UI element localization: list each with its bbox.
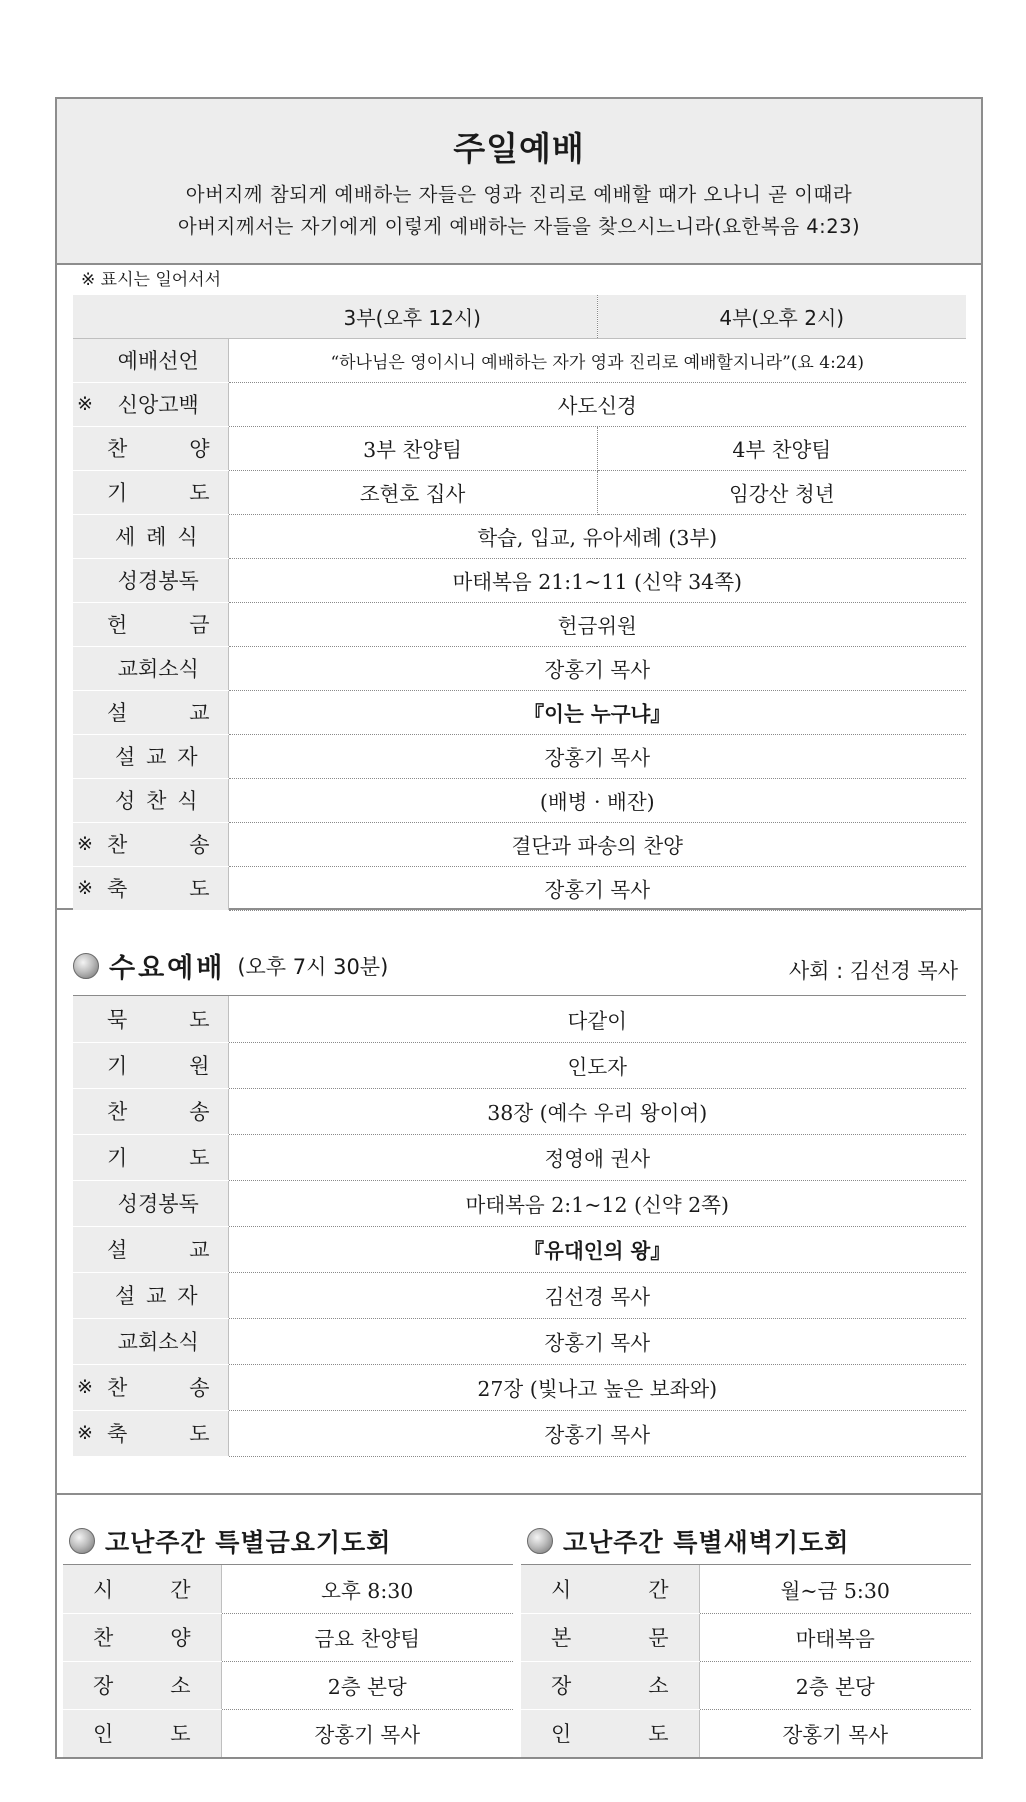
row-label-cell bbox=[521, 1613, 699, 1661]
row-value: 『이는 누구냐』 bbox=[228, 690, 966, 734]
table-row bbox=[63, 1709, 513, 1757]
label-char: 기 bbox=[107, 1146, 128, 1170]
row-label-text bbox=[107, 1280, 228, 1310]
row-label-text bbox=[63, 1574, 221, 1604]
table-row bbox=[73, 734, 966, 778]
row-value: 금요 찬양팀 bbox=[221, 1613, 513, 1661]
value-3bu: 조현호 집사 bbox=[228, 470, 597, 514]
column-4bu: 4부(오후 2시) bbox=[597, 295, 966, 338]
table-row bbox=[73, 822, 966, 866]
row-label-text bbox=[63, 1622, 221, 1652]
label-char: 간 bbox=[170, 1577, 191, 1602]
row-label-cell bbox=[73, 734, 228, 778]
row-value: 헌금위원 bbox=[228, 602, 966, 646]
verse-line-1: 아버지께 참되게 예배하는 자들은 영과 진리로 예배할 때가 오나니 곧 이때라 bbox=[185, 183, 853, 206]
row-value: 2층 본당 bbox=[221, 1661, 513, 1709]
standing-mark: ※ bbox=[77, 1422, 93, 1444]
wednesday-program bbox=[57, 910, 981, 1495]
row-value: “하나님은 영이시니 예배하는 자가 영과 진리로 예배할지니라”(요 4:24) bbox=[228, 338, 966, 382]
dawn-prayer-title: 고난주간 특별새벽기도회 bbox=[563, 1527, 850, 1557]
label-char: 설 bbox=[107, 701, 128, 725]
row-label-text bbox=[107, 829, 228, 859]
row-label bbox=[77, 653, 228, 683]
label-char: 시 bbox=[93, 1577, 114, 1602]
sunday-program bbox=[57, 265, 981, 910]
table-row bbox=[73, 470, 966, 514]
label-char: 간 bbox=[648, 1577, 669, 1602]
friday-prayer-table bbox=[63, 1565, 513, 1758]
label-char: 송 bbox=[189, 1376, 210, 1400]
row-label bbox=[77, 1326, 228, 1356]
bulletin-frame bbox=[55, 97, 983, 1759]
label-char: 송 bbox=[189, 833, 210, 857]
standing-mark: ※ bbox=[77, 393, 93, 415]
table-row bbox=[73, 1226, 966, 1272]
row-label-cell bbox=[73, 558, 228, 602]
row-label bbox=[77, 1142, 228, 1172]
bullet-icon bbox=[69, 1528, 95, 1554]
row-label-cell bbox=[73, 1088, 228, 1134]
label-char: 찬 bbox=[107, 1376, 128, 1400]
table-row bbox=[73, 1042, 966, 1088]
row-label-cell bbox=[63, 1709, 221, 1757]
table-row bbox=[521, 1565, 971, 1613]
row-label-cell bbox=[73, 996, 228, 1042]
row-value: 2층 본당 bbox=[699, 1661, 971, 1709]
row-label bbox=[77, 433, 228, 463]
label-char: 도 bbox=[189, 1146, 210, 1170]
row-label-text bbox=[107, 1326, 228, 1356]
label-char: 자 bbox=[177, 1284, 198, 1308]
row-value: 사도신경 bbox=[228, 382, 966, 426]
table-row bbox=[73, 1088, 966, 1134]
label-char: 교 bbox=[189, 701, 210, 725]
row-label-text bbox=[107, 1234, 228, 1264]
row-label-text bbox=[63, 1670, 221, 1700]
label-char: 예배선언 bbox=[117, 349, 199, 373]
row-label-text bbox=[107, 1096, 228, 1126]
row-label-cell bbox=[73, 1410, 228, 1456]
label-char: 기 bbox=[107, 481, 128, 505]
row-label bbox=[77, 477, 228, 507]
table-row bbox=[73, 514, 966, 558]
value-3bu: 3부 찬양팀 bbox=[228, 426, 597, 470]
row-label bbox=[77, 1096, 228, 1126]
standing-note: ※ 표시는 일어서서 bbox=[81, 270, 222, 290]
row-label-text bbox=[107, 1004, 228, 1034]
row-value: 장홍기 목사 bbox=[228, 866, 966, 910]
label-char: 기 bbox=[107, 1054, 128, 1078]
label-char: 성 bbox=[115, 789, 136, 813]
table-row bbox=[73, 690, 966, 734]
table-row bbox=[73, 382, 966, 426]
label-char: 인 bbox=[551, 1722, 572, 1746]
row-label bbox=[77, 565, 228, 595]
row-label-text bbox=[107, 1050, 228, 1080]
bullet-icon bbox=[73, 953, 99, 979]
dawn-prayer-column bbox=[521, 1495, 971, 1758]
row-label-cell bbox=[73, 1318, 228, 1364]
row-label bbox=[77, 697, 228, 727]
row-label-cell bbox=[63, 1661, 221, 1709]
table-row bbox=[73, 602, 966, 646]
label-char: 인 bbox=[93, 1722, 114, 1746]
row-label-cell bbox=[521, 1565, 699, 1613]
row-value: 장홍기 목사 bbox=[228, 1318, 966, 1364]
label-char: 도 bbox=[189, 481, 210, 505]
value-4bu: 4부 찬양팀 bbox=[597, 426, 966, 470]
row-label-text bbox=[63, 1718, 221, 1748]
row-value: 마태복음 bbox=[699, 1613, 971, 1661]
row-label-cell bbox=[63, 1613, 221, 1661]
label-char: 헌 bbox=[107, 613, 128, 637]
label-char: 교회소식 bbox=[117, 1330, 199, 1354]
row-label-cell bbox=[73, 602, 228, 646]
row-label-cell bbox=[73, 646, 228, 690]
row-label bbox=[77, 741, 228, 771]
label-char: 장 bbox=[93, 1674, 114, 1698]
label-char: 소 bbox=[170, 1674, 191, 1698]
label-char: 도 bbox=[189, 1422, 210, 1446]
table-row bbox=[521, 1709, 971, 1757]
row-label bbox=[77, 1280, 228, 1310]
label-char: 도 bbox=[648, 1722, 669, 1746]
label-char: 시 bbox=[551, 1577, 572, 1602]
page-title: 주일예배 bbox=[453, 129, 585, 168]
row-label bbox=[77, 389, 228, 419]
row-label bbox=[77, 1234, 228, 1264]
row-value: 정영애 권사 bbox=[228, 1134, 966, 1180]
label-char: 도 bbox=[170, 1722, 191, 1746]
label-char: 식 bbox=[177, 525, 198, 549]
label-char: 례 bbox=[146, 525, 167, 549]
label-char: 본 bbox=[551, 1626, 572, 1650]
row-value: 장홍기 목사 bbox=[221, 1709, 513, 1757]
row-label-text bbox=[107, 565, 228, 595]
row-value: 『유대인의 왕』 bbox=[228, 1226, 966, 1272]
table-row bbox=[63, 1565, 513, 1613]
row-label-text bbox=[107, 609, 228, 639]
label-char: 축 bbox=[107, 1422, 128, 1446]
table-row bbox=[73, 1364, 966, 1410]
label-char: 도 bbox=[189, 877, 210, 901]
wednesday-host: 사회 : 김선경 목사 bbox=[788, 959, 958, 983]
table-row bbox=[521, 1613, 971, 1661]
row-label-cell bbox=[73, 1180, 228, 1226]
row-label-cell bbox=[73, 470, 228, 514]
wednesday-time: (오후 7시 30분) bbox=[237, 954, 389, 979]
row-label-cell bbox=[73, 822, 228, 866]
row-label-text bbox=[107, 653, 228, 683]
label-char: 찬 bbox=[107, 833, 128, 857]
row-label-text bbox=[107, 1142, 228, 1172]
row-label-text bbox=[521, 1670, 699, 1700]
friday-prayer-title: 고난주간 특별금요기도회 bbox=[105, 1527, 392, 1557]
row-label-cell bbox=[73, 778, 228, 822]
row-value: 학습, 입교, 유아세례 (3부) bbox=[228, 514, 966, 558]
row-label-cell bbox=[73, 1134, 228, 1180]
row-label bbox=[77, 1418, 228, 1448]
row-label bbox=[77, 1188, 228, 1218]
label-char: 설 bbox=[115, 745, 136, 769]
standing-mark: ※ bbox=[77, 877, 93, 899]
row-label bbox=[77, 873, 228, 903]
row-label-cell bbox=[73, 866, 228, 910]
row-label-text bbox=[107, 521, 228, 551]
sunday-order-table bbox=[73, 295, 966, 911]
row-label-cell bbox=[73, 1272, 228, 1318]
row-value: 김선경 목사 bbox=[228, 1272, 966, 1318]
row-label bbox=[77, 785, 228, 815]
row-label bbox=[77, 1050, 228, 1080]
row-label-cell bbox=[73, 1042, 228, 1088]
row-label-text bbox=[107, 1372, 228, 1402]
label-char: 자 bbox=[177, 745, 198, 769]
label-char: 교회소식 bbox=[117, 657, 199, 681]
verse-line-2: 아버지께서는 자기에게 이렇게 예배하는 자들을 찾으시느니라(요한복음 4:23) bbox=[177, 215, 861, 238]
label-char: 도 bbox=[189, 1007, 210, 1032]
row-value: 마태복음 2:1~12 (신약 2쪽) bbox=[228, 1180, 966, 1226]
column-3bu: 3부(오후 12시) bbox=[228, 295, 597, 338]
wednesday-title: 수요예배 bbox=[109, 953, 226, 984]
row-label bbox=[77, 829, 228, 859]
row-label-text bbox=[521, 1718, 699, 1748]
row-value: 장홍기 목사 bbox=[228, 646, 966, 690]
row-label-text bbox=[107, 1188, 228, 1218]
table-row bbox=[73, 558, 966, 602]
row-label bbox=[77, 609, 228, 639]
row-label-text bbox=[107, 477, 228, 507]
label-char: 교 bbox=[146, 1284, 167, 1308]
table-row bbox=[73, 1272, 966, 1318]
table-row bbox=[73, 646, 966, 690]
table-row bbox=[73, 1410, 966, 1456]
label-char: 축 bbox=[107, 877, 128, 901]
label-char: 문 bbox=[648, 1626, 669, 1650]
row-label-cell bbox=[73, 338, 228, 382]
row-label-cell bbox=[73, 426, 228, 470]
label-char: 찬 bbox=[93, 1626, 114, 1650]
row-value: 오후 8:30 bbox=[221, 1565, 513, 1613]
row-label-cell bbox=[73, 1226, 228, 1272]
header-blank-cell bbox=[73, 295, 228, 338]
table-row bbox=[73, 778, 966, 822]
row-label-cell bbox=[73, 514, 228, 558]
label-char: 찬 bbox=[107, 1100, 128, 1124]
row-label-text bbox=[521, 1622, 699, 1652]
bullet-icon bbox=[527, 1528, 553, 1554]
row-value: 장홍기 목사 bbox=[228, 1410, 966, 1456]
table-row bbox=[73, 1318, 966, 1364]
row-value: 장홍기 목사 bbox=[699, 1709, 971, 1757]
label-char: 찬 bbox=[146, 789, 167, 813]
label-char: 교 bbox=[146, 745, 167, 769]
label-char: 금 bbox=[189, 613, 210, 637]
row-label bbox=[77, 1004, 228, 1034]
label-char: 세 bbox=[115, 525, 136, 549]
label-char: 묵 bbox=[107, 1007, 128, 1032]
label-char: 교 bbox=[189, 1238, 210, 1262]
row-label-text bbox=[107, 785, 228, 815]
row-value: 27장 (빛나고 높은 보좌와) bbox=[228, 1364, 966, 1410]
row-label bbox=[77, 1372, 228, 1402]
wednesday-header bbox=[73, 910, 966, 996]
row-label-text bbox=[521, 1574, 699, 1604]
table-row bbox=[73, 426, 966, 470]
table-row bbox=[73, 1180, 966, 1226]
row-value: (배병 · 배잔) bbox=[228, 778, 966, 822]
dawn-prayer-table bbox=[521, 1565, 971, 1758]
label-char: 양 bbox=[189, 437, 210, 461]
table-row bbox=[63, 1661, 513, 1709]
value-4bu: 임강산 청년 bbox=[597, 470, 966, 514]
table-row bbox=[63, 1613, 513, 1661]
table-header-row bbox=[73, 295, 966, 338]
row-value: 마태복음 21:1~11 (신약 34쪽) bbox=[228, 558, 966, 602]
label-char: 성경봉독 bbox=[117, 569, 199, 593]
table-row bbox=[73, 1134, 966, 1180]
row-label bbox=[77, 345, 228, 375]
row-value: 38장 (예수 우리 왕이여) bbox=[228, 1088, 966, 1134]
special-prayer-section bbox=[57, 1495, 981, 1758]
row-value: 인도자 bbox=[228, 1042, 966, 1088]
row-value: 월~금 5:30 bbox=[699, 1565, 971, 1613]
row-label-text bbox=[107, 741, 228, 771]
table-row bbox=[73, 996, 966, 1042]
label-char: 신앙고백 bbox=[117, 393, 199, 417]
label-char: 소 bbox=[648, 1674, 669, 1698]
row-value: 장홍기 목사 bbox=[228, 734, 966, 778]
row-label-text bbox=[107, 697, 228, 727]
row-label-text bbox=[107, 345, 228, 375]
row-label-cell bbox=[63, 1565, 221, 1613]
label-char: 양 bbox=[170, 1626, 191, 1650]
row-value: 다같이 bbox=[228, 996, 966, 1042]
row-label-cell bbox=[73, 1364, 228, 1410]
label-char: 원 bbox=[189, 1054, 210, 1078]
row-label-text bbox=[107, 433, 228, 463]
label-char: 송 bbox=[189, 1100, 210, 1124]
standing-mark: ※ bbox=[77, 833, 93, 855]
wednesday-order-table bbox=[73, 996, 966, 1457]
label-char: 식 bbox=[177, 789, 198, 813]
label-char: 찬 bbox=[107, 437, 128, 461]
sunday-header bbox=[57, 99, 981, 265]
label-char: 장 bbox=[551, 1674, 572, 1698]
row-label-text bbox=[107, 1418, 228, 1448]
row-label-cell bbox=[521, 1709, 699, 1757]
table-row bbox=[73, 866, 966, 910]
table-row bbox=[73, 338, 966, 382]
row-label-text bbox=[107, 873, 228, 903]
row-label bbox=[77, 521, 228, 551]
friday-prayer-column bbox=[63, 1495, 513, 1758]
standing-mark: ※ bbox=[77, 1376, 93, 1398]
row-label-cell bbox=[73, 690, 228, 734]
label-char: 설 bbox=[107, 1238, 128, 1262]
row-label-text bbox=[107, 389, 228, 419]
row-value: 결단과 파송의 찬양 bbox=[228, 822, 966, 866]
label-char: 성경봉독 bbox=[117, 1192, 199, 1216]
table-row bbox=[521, 1661, 971, 1709]
row-label-cell bbox=[521, 1661, 699, 1709]
row-label-cell bbox=[73, 382, 228, 426]
label-char: 설 bbox=[115, 1284, 136, 1308]
